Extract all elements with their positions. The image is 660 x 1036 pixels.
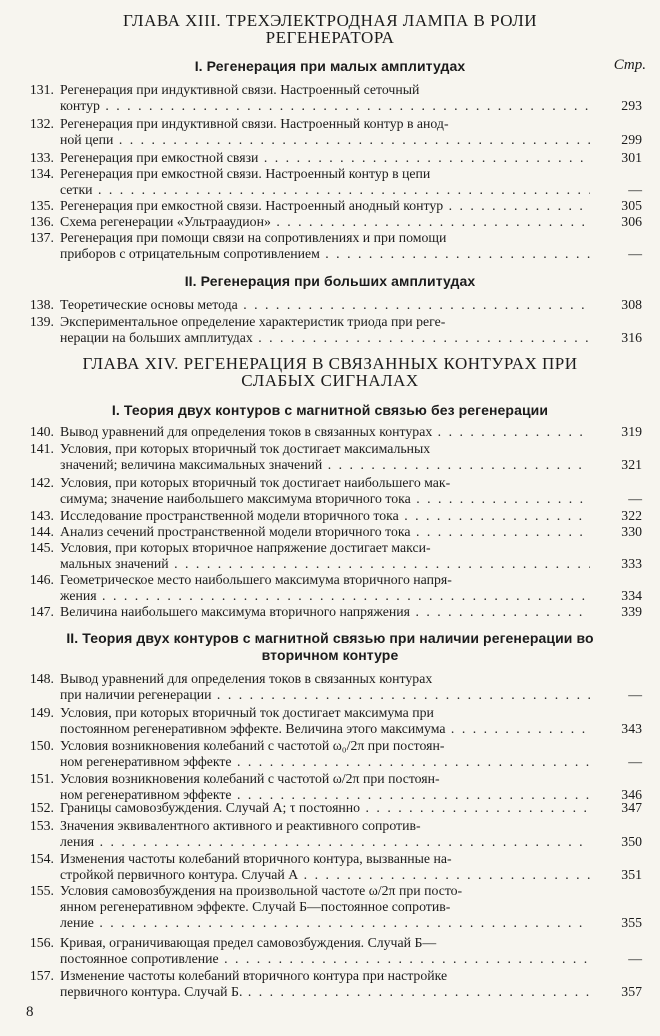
entry-number: 155. [29, 883, 54, 898]
entry-title-line: Условия, при которых вторичный ток достигает максимальных [60, 441, 431, 456]
entry-title [60, 150, 590, 166]
toc-entry [18, 475, 642, 507]
entry-title-line: Изменение частоты колебаний вторичного контура при настройке [60, 968, 448, 983]
entry-title [60, 572, 590, 604]
entry-title [60, 671, 590, 703]
entry-page-number: 316 [621, 330, 642, 345]
entry-title [60, 82, 590, 114]
toc-entry [18, 604, 642, 620]
entry-title [60, 604, 590, 620]
entry-number: 132. [29, 116, 54, 131]
entry-page-number: 301 [621, 150, 642, 165]
entry-title-line: при наличии регенерации . . . [60, 687, 590, 703]
entry-title-line: значений; величина максимальных значений . . . [60, 457, 590, 473]
entry-page-number: — [628, 754, 642, 769]
entry-title [60, 935, 590, 967]
entry-title-line: первичного контура. Случай Б. . . . [60, 984, 590, 1000]
entry-title-line: ление . . . [60, 915, 590, 931]
entry-page-number: 346 [621, 787, 642, 802]
entry-title-line: Значения эквивалентного активного и реактивного сопротив- [60, 818, 421, 833]
chapter-14-section-2: II. Теория двух контуров с магнитной связью при наличии регенерации во вторичном контуре [66, 630, 594, 663]
chapter-13-title: ГЛАВА XIII. ТРЕХЭЛЕКТРОДНАЯ ЛАМПА В РОЛИ РЕГЕНЕРАТОРА [122, 11, 538, 47]
entry-number: 137. [29, 230, 54, 245]
entry-title-line: стройкой первичного контура. Случай А . . . [60, 867, 590, 883]
entry-title-line: приборов с отрицательным сопротивлением . . . [60, 246, 590, 262]
entry-title-line: симума; значение наибольшего максимума вторичного тока . . . [60, 491, 590, 507]
entry-number: 133. [29, 150, 54, 165]
entry-title-line: постоянном регенеративном эффекте. Величина этого максимума . . . [60, 721, 590, 737]
entry-page-number: — [628, 491, 642, 506]
entry-number: 150. [29, 738, 54, 753]
entry-number: 145. [29, 540, 54, 555]
entry-page-number: 334 [621, 588, 642, 603]
entry-title-line: Регенерация при емкостной связи. Настроенный контур в цепи [60, 166, 431, 181]
entry-title-line: Регенерация при помощи связи на сопротивлениях и при помощи [60, 230, 447, 245]
entry-title [60, 314, 590, 346]
toc-entry [18, 150, 642, 166]
entry-title [60, 116, 590, 148]
entry-number: 144. [29, 524, 54, 539]
entry-title-line: Регенерация при емкостной связи. Настроенный анодный контур . . . [60, 198, 590, 214]
entry-title [60, 524, 590, 540]
entry-title-line: ления . . . [60, 834, 590, 850]
entry-page-number: 319 [621, 424, 642, 439]
toc-entry [18, 116, 642, 148]
entry-page-number: — [628, 687, 642, 702]
entry-number: 134. [29, 166, 54, 181]
toc-entry [18, 198, 642, 214]
entry-title-line: Вывод уравнений для определения токов в связанных контурах . . . [60, 424, 590, 440]
entry-number: 147. [29, 604, 54, 619]
entry-number: 141. [29, 441, 54, 456]
chapter-14-title: ГЛАВА XIV. РЕГЕНЕРАЦИЯ В СВЯЗАННЫХ КОНТУРАХ ПРИ СЛАБЫХ СИГНАЛАХ [82, 354, 578, 390]
entry-number: 131. [29, 82, 54, 97]
entry-title [60, 166, 590, 198]
entry-title-line: Изменения частоты колебаний вторичного контура, вызванные на- [60, 851, 452, 866]
chapter-13-section-2: II. Регенерация при больших амплитудах [184, 273, 476, 289]
toc-entry [18, 314, 642, 346]
entry-title [60, 297, 590, 313]
entry-title [60, 230, 590, 262]
toc-entry [18, 572, 642, 604]
entry-title-line: Регенерация при емкостной связи . . . [60, 150, 590, 166]
chapter-13-section-1: I. Регенерация при малых амплитудах [194, 58, 466, 74]
entry-title-line: постоянное сопротивление . . . [60, 951, 590, 967]
toc-entry [18, 166, 642, 198]
entry-title-line: Исследование пространственной модели вторичного тока . . . [60, 508, 590, 524]
toc-entry [18, 230, 642, 262]
toc-entry [18, 297, 642, 313]
toc-entry [18, 818, 642, 850]
entry-title-line: Анализ сечений пространственной модели вторичного тока . . . [60, 524, 590, 540]
entry-page-number: 321 [621, 457, 642, 472]
entry-title-line: контур . . . [60, 98, 590, 114]
entry-page-number: — [628, 951, 642, 966]
entry-number: 143. [29, 508, 54, 523]
entry-page-number: 350 [621, 834, 642, 849]
entry-title [60, 508, 590, 524]
entry-number: 152. [29, 800, 54, 815]
entry-page-number: 305 [621, 198, 642, 213]
entry-page-number: 293 [621, 98, 642, 113]
entry-title-line: Экспериментальное определение характеристик триода при реге- [60, 314, 446, 329]
entry-page-number: — [628, 182, 642, 197]
page-column-label: Стр. [613, 57, 646, 73]
entry-title-line: ной цепи . . . [60, 132, 590, 148]
entry-number: 142. [29, 475, 54, 490]
toc-entry [18, 82, 642, 114]
entry-title-line: мальных значений . . . [60, 556, 590, 572]
entry-title [60, 214, 590, 230]
entry-title-line: Теоретические основы метода . . . [60, 297, 590, 313]
entry-number: 156. [29, 935, 54, 950]
toc-entry [18, 441, 642, 473]
entry-page-number: 333 [621, 556, 642, 571]
entry-title-line: Кривая, ограничивающая предел самовозбуждения. Случай Б— [60, 935, 437, 950]
entry-number: 138. [29, 297, 54, 312]
entry-page-number: 351 [621, 867, 642, 882]
entry-title [60, 883, 590, 931]
entry-title-line: Условия возникновения колебаний с частотой ω₀/2π при постоян- [60, 738, 445, 753]
entry-page-number: — [628, 246, 642, 261]
toc-entry [18, 540, 642, 572]
entry-number: 154. [29, 851, 54, 866]
entry-title [60, 424, 590, 440]
entry-title [60, 771, 590, 803]
toc-entry [18, 883, 642, 931]
toc-entry [18, 524, 642, 540]
entry-title-line: Величина наибольшего максимума вторичного напряжения . . . [60, 604, 590, 620]
entry-title [60, 705, 590, 737]
entry-title [60, 968, 590, 1000]
entry-page-number: 343 [621, 721, 642, 736]
toc-entry [18, 705, 642, 737]
entry-number: 151. [29, 771, 54, 786]
toc-entry [18, 214, 642, 230]
entry-number: 135. [29, 198, 54, 213]
entry-page-number: 330 [621, 524, 642, 539]
entry-number: 148. [29, 671, 54, 686]
entry-page-number: 355 [621, 915, 642, 930]
entry-title-line: Условия, при которых вторичное напряжение достигает макси- [60, 540, 431, 555]
toc-entry [18, 738, 642, 770]
page-number: 8 [26, 1004, 34, 1020]
entry-title-line: жения . . . [60, 588, 590, 604]
toc-entry [18, 508, 642, 524]
toc-entry [18, 851, 642, 883]
entry-title [60, 198, 590, 214]
entry-number: 153. [29, 818, 54, 833]
toc-entry [18, 935, 642, 967]
entry-title-line: Регенерация при индуктивной связи. Настроенный контур в анод- [60, 116, 449, 131]
entry-title-line: ном регенеративном эффекте . . . [60, 787, 590, 803]
entry-number: 149. [29, 705, 54, 720]
entry-title [60, 851, 590, 883]
entry-title [60, 540, 590, 572]
toc-entry [18, 968, 642, 1000]
entry-title [60, 475, 590, 507]
toc-entry [18, 424, 642, 440]
entry-title [60, 441, 590, 473]
entry-page-number: 357 [621, 984, 642, 999]
toc-entry [18, 800, 642, 816]
entry-title-line: сетки . . . [60, 182, 590, 198]
entry-number: 136. [29, 214, 54, 229]
entry-page-number: 308 [621, 297, 642, 312]
toc-entry [18, 771, 642, 803]
entry-title-line: Условия возникновения колебаний с частотой ω/2π при постоян- [60, 771, 440, 786]
entry-page-number: 299 [621, 132, 642, 147]
entry-number: 139. [29, 314, 54, 329]
entry-title-line: Границы самовозбуждения. Случай А; τ постоянно . . . [60, 800, 590, 816]
entry-page-number: 339 [621, 604, 642, 619]
toc-entry [18, 671, 642, 703]
entry-number: 157. [29, 968, 54, 983]
entry-number: 146. [29, 572, 54, 587]
entry-title-line: Условия, при которых вторичный ток достигает наибольшего мак- [60, 475, 451, 490]
entry-title-line: Условия, при которых вторичный ток достигает максимума при [60, 705, 434, 720]
entry-title [60, 800, 590, 816]
entry-page-number: 347 [621, 800, 642, 815]
entry-page-number: 322 [621, 508, 642, 523]
entry-title [60, 738, 590, 770]
entry-title-line: Схема регенерации «Ультрааудион» . . . [60, 214, 590, 230]
entry-title-line: янном регенеративном эффекте. Случай Б—постоянное сопротив- [60, 899, 451, 914]
entry-number: 140. [29, 424, 54, 439]
entry-title-line: ном регенеративном эффекте . . . [60, 754, 590, 770]
entry-title [60, 818, 590, 850]
entry-page-number: 306 [621, 214, 642, 229]
chapter-14-section-1: I. Теория двух контуров с магнитной связью без регенерации [111, 402, 549, 418]
entry-title-line: нерации на больших амплитудах . . . [60, 330, 590, 346]
entry-title-line: Вывод уравнений для определения токов в связанных контурах [60, 671, 433, 686]
entry-title-line: Условия самовозбуждения на произвольной частоте ω/2π при посто- [60, 883, 463, 898]
entry-title-line: Геометрическое место наибольшего максимума вторичного напря- [60, 572, 452, 587]
entry-title-line: Регенерация при индуктивной связи. Настроенный сеточный [60, 82, 420, 97]
